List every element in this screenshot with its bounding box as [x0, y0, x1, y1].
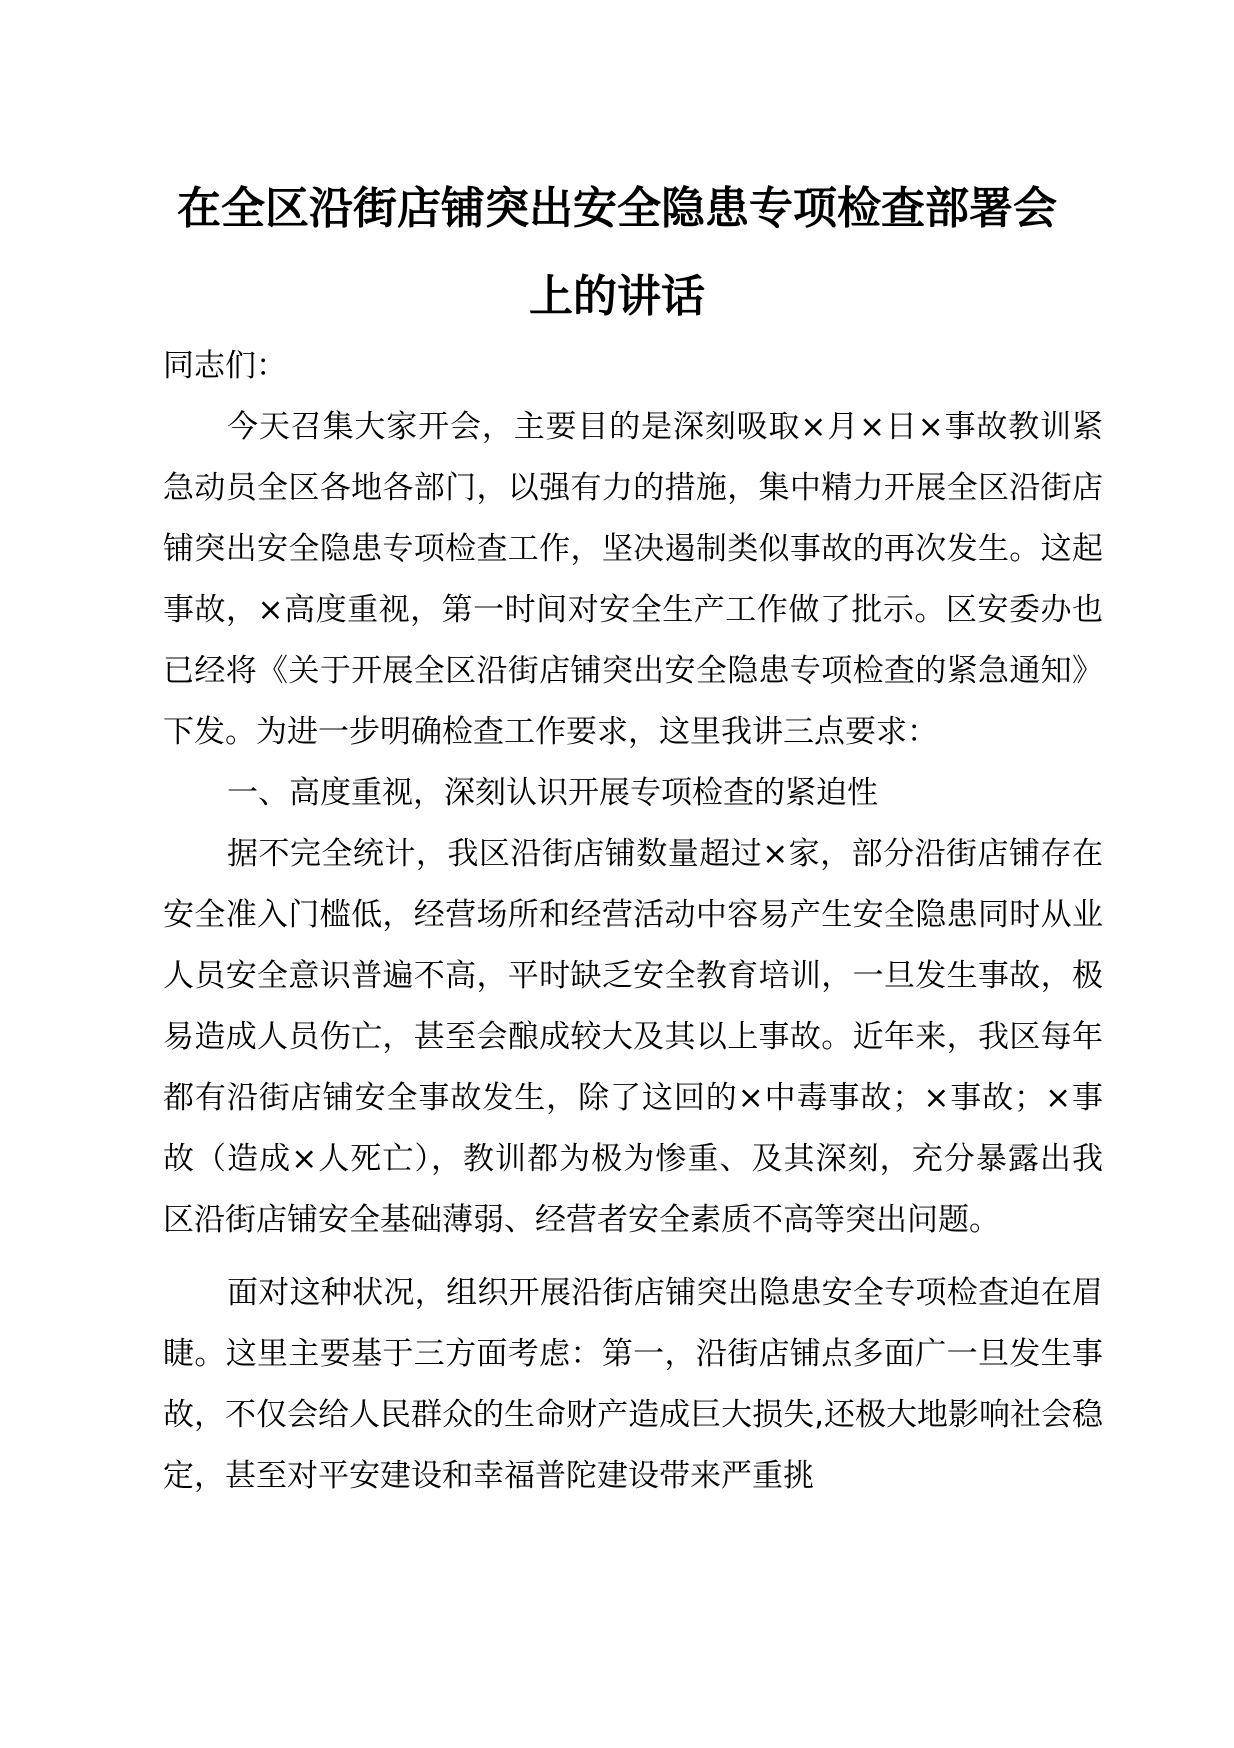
title-line-2: 上的讲话: [529, 271, 705, 322]
salutation: 同志们：: [163, 348, 287, 384]
section-heading-1: 一、高度重视，深刻认识开展专项检查的紧迫性: [227, 775, 878, 811]
paragraph-intro: 今天召集大家开会，主要目的是深刻吸取×月×日×事故教训紧急动员全区各地各部门，以强有力的措施，集中精力开展全区沿街店铺突出安全隐患专项检查工作，坚决遏制类似事故的再次发生。这起事故，×高度重视，第一时间对安全生产工作做了批示。区安委办也已经将《关于开展全区沿街店铺突出安全隐患专项检查的紧急通知》下发。为进一步明确检查工作要求，这里我讲三点要求：: [163, 409, 1103, 750]
paragraph-urgency: 面对这种状况，组织开展沿街店铺突出隐患安全专项检查迫在眉睫。这里主要基于三方面考虑：第一，沿街店铺点多面广一旦发生事故，不仅会给人民群众的生命财产造成巨大损失,还极大地影响社会稳定，甚至对平安建设和幸福普陀建设带来严重挑: [163, 1275, 1103, 1494]
document-body: [163, 336, 1103, 1507]
paragraph-statistics: 据不完全统计，我区沿街店铺数量超过×家，部分沿街店铺存在安全准入门槛低，经营场所和经营活动中容易产生安全隐患同时从业人员安全意识普遍不高，平时缺乏安全教育培训，一旦发生事故，极易造成人员伤亡，甚至会酿成较大及其以上事故。近年来，我区每年都有沿街店铺安全事故发生，除了这回的×中毒事故；×事故；×事故（造成×人死亡），教训都为极为惨重、及其深刻，充分暴露出我区沿街店铺安全基础薄弱、经营者安全素质不高等突出问题。: [163, 836, 1103, 1238]
document-title: [150, 165, 1084, 341]
title-line-1: 在全区沿街店铺突出安全隐患专项检查部署会: [177, 183, 1057, 234]
